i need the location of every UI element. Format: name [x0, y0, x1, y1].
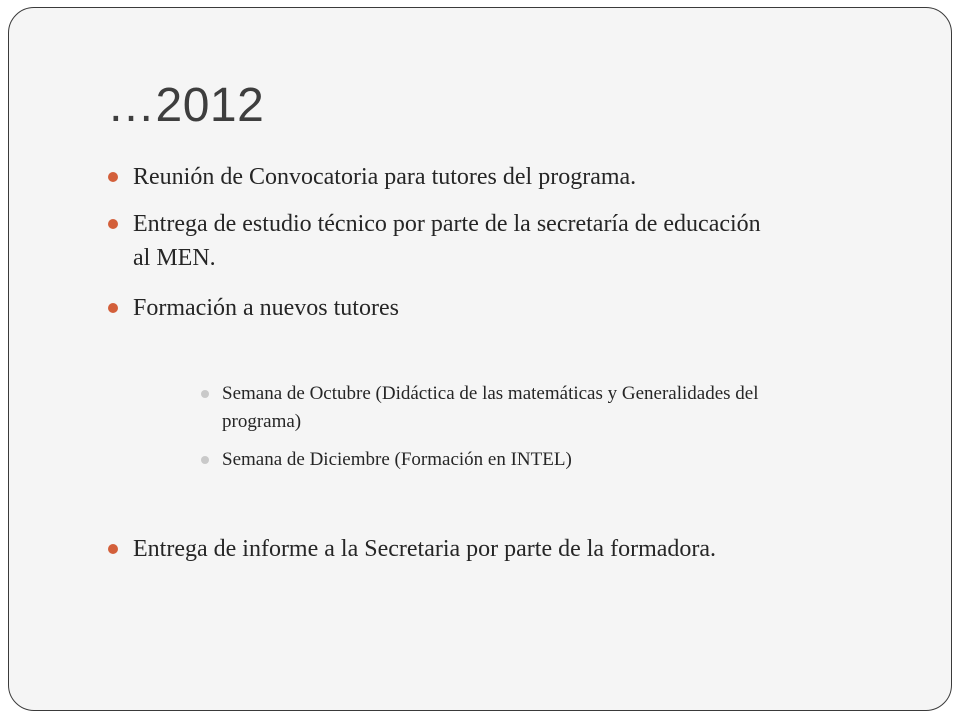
bullet-item-informe	[133, 532, 716, 566]
slide-title: …2012	[107, 79, 265, 132]
bullet-item-formacion	[133, 291, 399, 325]
subbullet-text: Semana de Diciembre (Formación en INTEL)	[222, 449, 572, 470]
bullet-text: Reunión de Convocatoria para tutores del programa.	[133, 164, 637, 190]
bullet-item-estudio-tecnico	[133, 207, 761, 275]
subbullet-dot-icon	[201, 456, 209, 464]
subbullet-text-continuation: programa)	[222, 411, 302, 432]
bullet-dot-icon	[108, 303, 118, 313]
bullet-item-convocatoria	[133, 160, 636, 194]
subbullet-item-diciembre	[222, 446, 572, 474]
subbullet-item-octubre	[222, 380, 759, 436]
bullet-dot-icon	[108, 544, 118, 554]
bullet-text: Entrega de estudio técnico por parte de la secretaría de educación	[133, 211, 761, 237]
bullet-text: Formación a nuevos tutores	[133, 295, 399, 321]
bullet-text-continuation: al MEN.	[133, 245, 216, 271]
bullet-text: Entrega de informe a la Secretaria por parte de la formadora.	[133, 536, 717, 562]
bullet-dot-icon	[108, 172, 118, 182]
subbullet-dot-icon	[201, 390, 209, 398]
bullet-dot-icon	[108, 219, 118, 229]
subbullet-text: Semana de Octubre (Didáctica de las matemáticas y Generalidades del	[222, 383, 759, 404]
